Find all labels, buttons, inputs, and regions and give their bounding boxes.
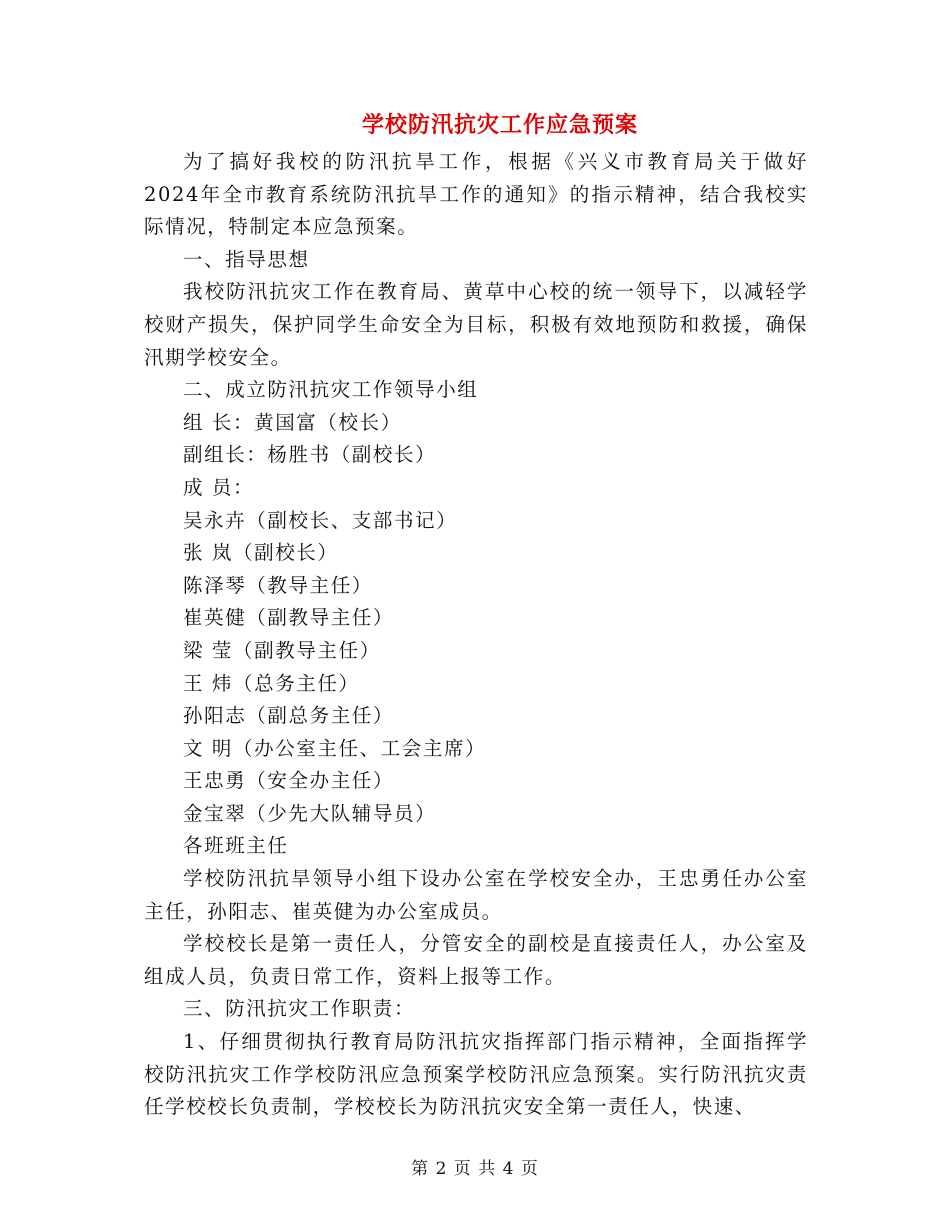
member-line: 文 明（办公室主任、工会主席） xyxy=(183,736,487,760)
section-heading-leadership-group: 二、成立防汛抗灾工作领导小组 xyxy=(183,378,479,402)
paragraph-responsibility: 学校校长是第一责任人，分管安全的副校是直接责任人，办公室及组成人员，负责日常工作，资料上报等工作。 xyxy=(144,932,808,988)
member-line: 梁 莹（副教导主任） xyxy=(183,638,381,662)
member-line: 王 炜（总务主任） xyxy=(183,671,360,695)
member-line: 各班班主任 xyxy=(183,834,289,858)
paragraph-office: 学校防汛抗旱领导小组下设办公室在学校安全办，王忠勇任办公室主任，孙阳志、崔英健为办公室成员。 xyxy=(144,867,808,923)
paragraph-guiding-thought: 我校防汛抗灾工作在教育局、黄草中心校的统一领导下，以减轻学校财产损失，保护同学生命安全为目标，积极有效地预防和救援，确保汛期学校安全。 xyxy=(144,280,808,369)
member-line: 崔英健（副教导主任） xyxy=(183,606,395,630)
paragraph-intro: 为了搞好我校的防汛抗旱工作，根据《兴义市教育局关于做好2024年全市教育系统防汛抗旱工作的通知》的指示精神，结合我校实际情况，特制定本应急预案。 xyxy=(144,150,808,239)
page-number-footer: 第 2 页 共 4 页 xyxy=(411,1159,539,1179)
member-line: 成 员： xyxy=(183,475,255,499)
member-line: 孙阳志（副总务主任） xyxy=(183,704,395,728)
document-body xyxy=(144,146,808,1124)
section-heading-duties: 三、防汛抗灾工作职责： xyxy=(183,997,416,1021)
member-line: 张 岚（副校长） xyxy=(183,541,339,565)
member-line: 副组长：杨胜书（副校长） xyxy=(183,443,437,467)
member-line: 王忠勇（安全办主任） xyxy=(183,769,395,793)
member-line: 吴永卉（副校长、支部书记） xyxy=(183,508,458,532)
paragraph-duty-1: 1、仔细贯彻执行教育局防汛抗灾指挥部门指示精神，全面指挥学校防汛抗灾工作学校防汛应急预案学校防汛应急预案。实行防汛抗灾责任学校校长负责制，学校校长为防汛抗灾安全第一责任人，快速、 xyxy=(144,1030,808,1119)
section-heading-guiding-thought: 一、指导思想 xyxy=(183,247,310,271)
member-line: 陈泽琴（教导主任） xyxy=(183,573,373,597)
document-title: 学校防汛抗灾工作应急预案 xyxy=(361,112,638,138)
member-line: 金宝翠（少先大队辅导员） xyxy=(183,801,437,825)
member-line: 组 长：黄国富（校长） xyxy=(183,410,402,434)
